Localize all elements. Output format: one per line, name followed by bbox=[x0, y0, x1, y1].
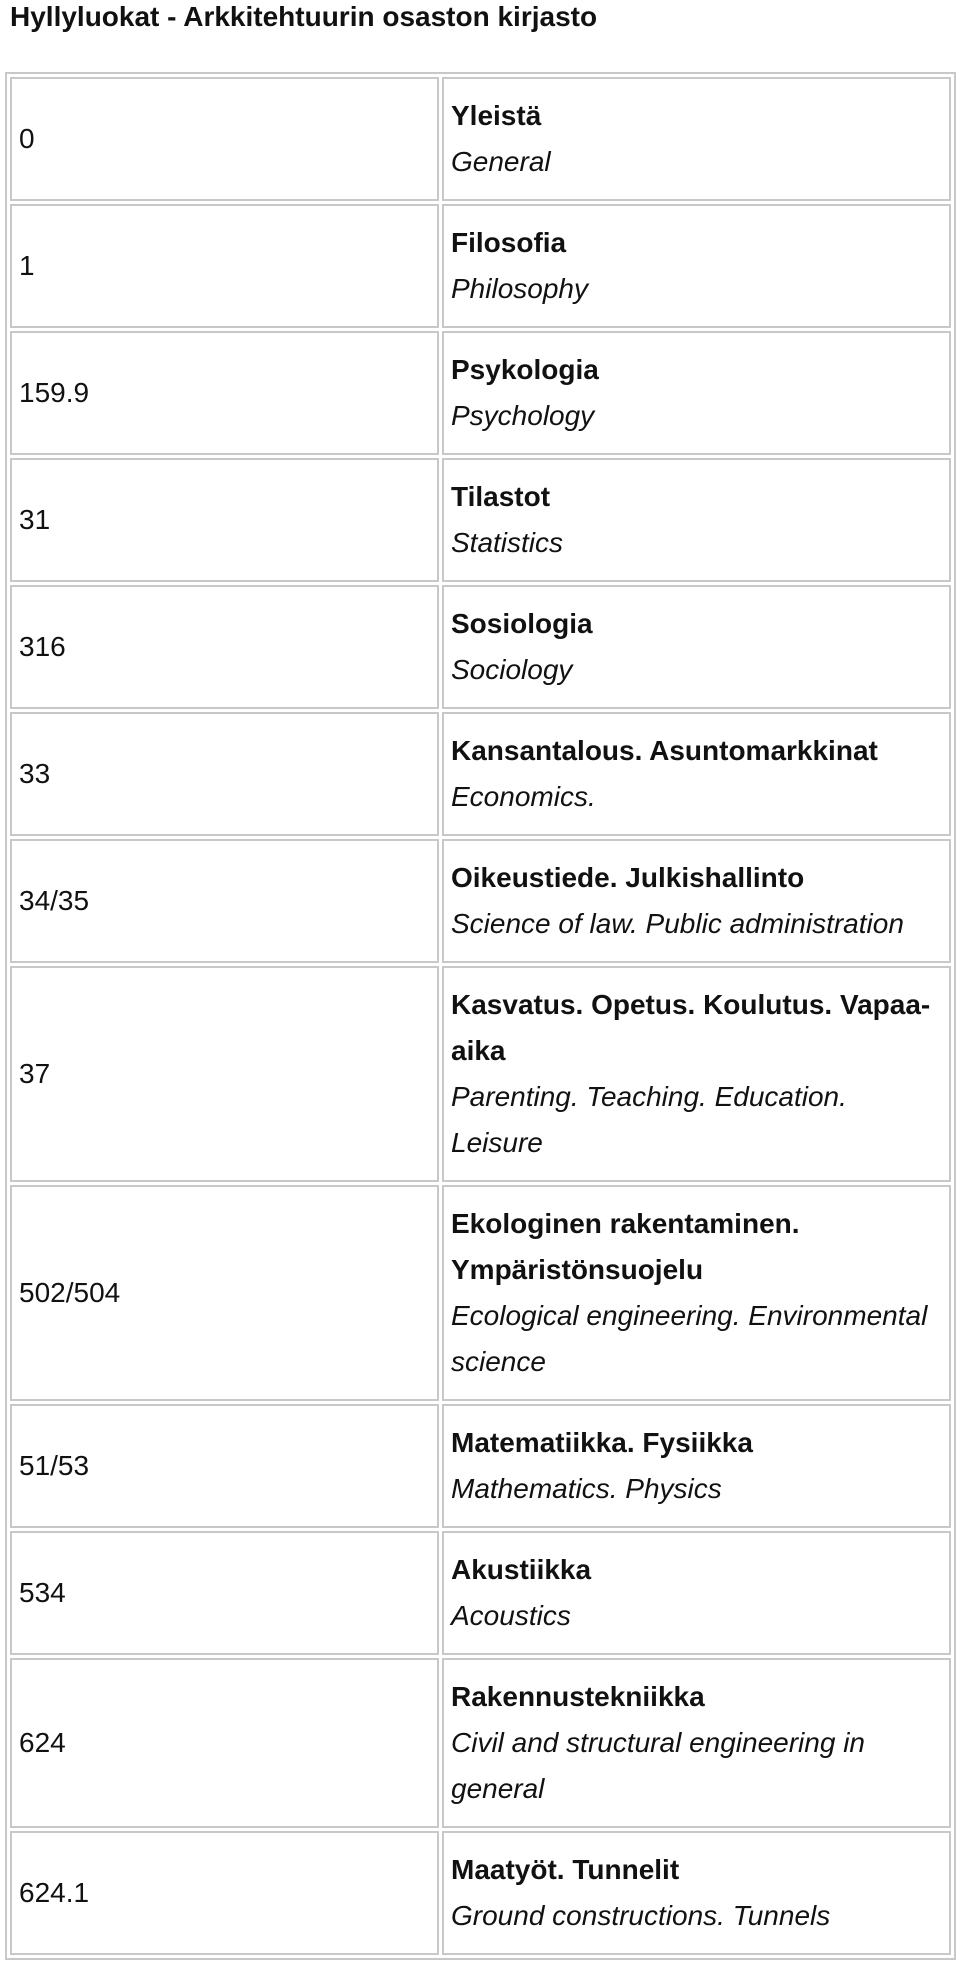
finnish-label: Kasvatus. Opetus. Koulutus. Vapaa-aika bbox=[451, 989, 931, 1066]
class-code: 159.9 bbox=[10, 331, 439, 455]
english-label: Parenting. Teaching. Education. Leisure bbox=[451, 1081, 847, 1158]
finnish-label: Ekologinen rakentaminen. Ympäristönsuojelu bbox=[451, 1208, 800, 1285]
class-code: 624 bbox=[10, 1658, 439, 1828]
table-row bbox=[10, 77, 951, 201]
table-row bbox=[10, 1404, 951, 1528]
class-code: 31 bbox=[10, 458, 439, 582]
finnish-label: Oikeustiede. Julkishallinto bbox=[451, 862, 805, 893]
finnish-label: Maatyöt. Tunnelit bbox=[451, 1854, 680, 1885]
class-description bbox=[442, 458, 951, 582]
class-description bbox=[442, 585, 951, 709]
table-row bbox=[10, 585, 951, 709]
finnish-label: Akustiikka bbox=[451, 1554, 592, 1585]
class-description bbox=[442, 331, 951, 455]
table-row bbox=[10, 458, 951, 582]
class-description bbox=[442, 839, 951, 963]
english-label: Acoustics bbox=[451, 1600, 571, 1631]
english-label: Psychology bbox=[451, 400, 595, 431]
class-description bbox=[442, 1404, 951, 1528]
class-code: 34/35 bbox=[10, 839, 439, 963]
class-code: 1 bbox=[10, 204, 439, 328]
class-description bbox=[442, 1531, 951, 1655]
class-code: 0 bbox=[10, 77, 439, 201]
shelf-class-table bbox=[5, 72, 956, 1960]
class-code: 502/504 bbox=[10, 1185, 439, 1401]
class-description bbox=[442, 1658, 951, 1828]
class-description bbox=[442, 77, 951, 201]
class-code: 624.1 bbox=[10, 1831, 439, 1955]
english-label: Economics. bbox=[451, 781, 596, 812]
table-row bbox=[10, 1185, 951, 1401]
english-label: Mathematics. Physics bbox=[451, 1473, 722, 1504]
table-row bbox=[10, 839, 951, 963]
english-label: Ecological engineering. Environmental science bbox=[451, 1300, 928, 1377]
class-code: 534 bbox=[10, 1531, 439, 1655]
finnish-label: Rakennustekniikka bbox=[451, 1681, 705, 1712]
finnish-label: Psykologia bbox=[451, 354, 599, 385]
table-row bbox=[10, 331, 951, 455]
page-title: Hyllyluokat - Arkkitehtuurin osaston kirjasto bbox=[10, 1, 598, 32]
table-row bbox=[10, 1831, 951, 1955]
finnish-label: Yleistä bbox=[451, 100, 542, 131]
table-row bbox=[10, 712, 951, 836]
class-description bbox=[442, 1831, 951, 1955]
class-code: 316 bbox=[10, 585, 439, 709]
class-code: 51/53 bbox=[10, 1404, 439, 1528]
class-code: 33 bbox=[10, 712, 439, 836]
finnish-label: Filosofia bbox=[451, 227, 567, 258]
english-label: Sociology bbox=[451, 654, 573, 685]
english-label: Ground constructions. Tunnels bbox=[451, 1900, 831, 1931]
table-row bbox=[10, 1531, 951, 1655]
finnish-label: Sosiologia bbox=[451, 608, 593, 639]
table-row bbox=[10, 1658, 951, 1828]
table-row bbox=[10, 966, 951, 1182]
class-description bbox=[442, 966, 951, 1182]
english-label: Civil and structural engineering in general bbox=[451, 1727, 865, 1804]
class-description bbox=[442, 204, 951, 328]
english-label: Philosophy bbox=[451, 273, 588, 304]
english-label: General bbox=[451, 146, 551, 177]
class-description bbox=[442, 1185, 951, 1401]
english-label: Statistics bbox=[451, 527, 564, 558]
class-description bbox=[442, 712, 951, 836]
finnish-label: Matematiikka. Fysiikka bbox=[451, 1427, 753, 1458]
finnish-label: Tilastot bbox=[451, 481, 551, 512]
english-label: Science of law. Public administration bbox=[451, 908, 904, 939]
class-code: 37 bbox=[10, 966, 439, 1182]
finnish-label: Kansantalous. Asuntomarkkinat bbox=[451, 735, 878, 766]
table-body bbox=[10, 77, 951, 1955]
table-row bbox=[10, 204, 951, 328]
